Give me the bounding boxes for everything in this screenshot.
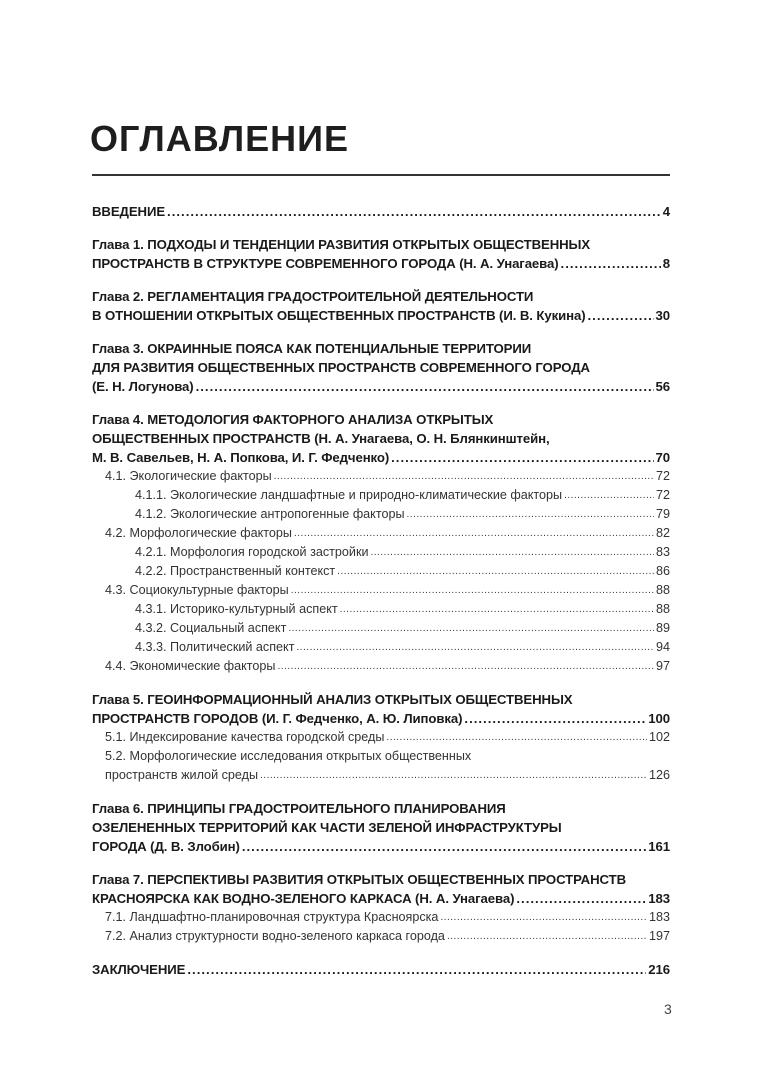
toc-entry-line	[92, 799, 670, 818]
table-of-contents	[92, 202, 670, 979]
toc-entry-title: ЗАКЛЮЧЕНИЕ	[92, 962, 186, 977]
toc-chapter-entry[interactable]	[92, 339, 670, 396]
toc-entry-line	[92, 429, 670, 448]
toc-section-entry[interactable]	[92, 747, 670, 785]
toc-page-number: 86	[655, 564, 670, 578]
toc-section-entry[interactable]	[92, 581, 670, 600]
toc-page-number: 4	[662, 204, 670, 219]
toc-entry-line	[92, 581, 670, 600]
toc-entry-line	[92, 562, 670, 581]
toc-chapter-entry[interactable]	[92, 799, 670, 856]
toc-entry-title: 4.1.2. Экологические антропогенные факторы	[135, 507, 405, 521]
dot-leader	[371, 543, 654, 562]
toc-entry-title: 4.2.2. Пространственный контекст	[135, 564, 336, 578]
toc-entry-title: ВВЕДЕНИЕ	[92, 204, 166, 219]
toc-entry-line	[92, 306, 670, 325]
dot-leader	[242, 837, 646, 856]
toc-entry-line	[92, 202, 670, 221]
toc-chapter-entry[interactable]	[92, 870, 670, 908]
toc-entry-line	[92, 766, 670, 785]
toc-entry-title: 4.3.1. Историко-культурный аспект	[135, 602, 338, 616]
toc-section-entry[interactable]	[92, 486, 670, 505]
toc-entry-line	[92, 619, 670, 638]
toc-entry-line	[92, 377, 670, 396]
toc-section-entry[interactable]	[92, 524, 670, 543]
toc-page-number: 183	[648, 891, 670, 906]
toc-entry-line	[92, 690, 670, 709]
toc-entry-title: ГОРОДА (Д. В. Злобин)	[92, 839, 240, 854]
toc-entry-line	[92, 747, 670, 766]
toc-entry-line	[92, 728, 670, 747]
dot-leader	[296, 638, 654, 657]
toc-section-entry[interactable]	[92, 543, 670, 562]
toc-entry-title: 4.4. Экономические факторы	[105, 659, 276, 673]
toc-section-entry[interactable]	[92, 619, 670, 638]
dot-leader	[588, 306, 654, 325]
toc-entry-title: ОЗЕЛЕНЕННЫХ ТЕРРИТОРИЙ КАК ЧАСТИ ЗЕЛЕНОЙ ИНФРАСТРУКТУРЫ	[92, 820, 562, 835]
toc-entry-title: 4.2. Морфологические факторы	[105, 526, 292, 540]
toc-entry-line	[92, 927, 670, 946]
toc-chapter-entry[interactable]	[92, 235, 670, 273]
dot-leader	[277, 657, 654, 676]
dot-leader	[407, 505, 654, 524]
page-number: 3	[664, 1001, 672, 1017]
toc-entry-title: ПРОСТРАНСТВ В СТРУКТУРЕ СОВРЕМЕННОГО ГОРОДА (Н. А. Унагаева)	[92, 256, 559, 271]
toc-section-entry[interactable]	[92, 562, 670, 581]
toc-entry-title: 4.3.3. Политический аспект	[135, 640, 295, 654]
toc-section-entry[interactable]	[92, 600, 670, 619]
dot-leader	[340, 600, 654, 619]
toc-entry-title: 5.1. Индексирование качества городской среды	[105, 730, 385, 744]
toc-chapter-entry[interactable]	[92, 202, 670, 221]
toc-entry-line	[92, 818, 670, 837]
toc-entry-line	[92, 657, 670, 676]
dot-leader	[291, 581, 654, 600]
toc-entry-line	[92, 486, 670, 505]
dot-leader	[464, 709, 646, 728]
toc-entry-line	[92, 524, 670, 543]
toc-page-number: 72	[655, 488, 670, 502]
toc-page-number: 88	[655, 602, 670, 616]
toc-page-number: 70	[655, 450, 670, 465]
dot-leader	[274, 467, 654, 486]
toc-page-number: 216	[648, 962, 670, 977]
toc-section-entry[interactable]	[92, 728, 670, 747]
dot-leader	[561, 254, 661, 273]
toc-page-number: 30	[655, 308, 670, 323]
toc-entry-title: ОБЩЕСТВЕННЫХ ПРОСТРАНСТВ (Н. А. Унагаева, О. Н. Блянкинштейн,	[92, 431, 550, 446]
toc-page-number: 94	[655, 640, 670, 654]
dot-leader	[196, 377, 654, 396]
toc-entry-line	[92, 600, 670, 619]
toc-entry-title: 4.1.1. Экологические ландшафтные и природно-климатические факторы	[135, 488, 563, 502]
toc-entry-title: М. В. Савельев, Н. А. Попкова, И. Г. Федченко)	[92, 450, 390, 465]
toc-entry-line	[92, 889, 670, 908]
dot-leader	[447, 927, 647, 946]
toc-entry-line	[92, 543, 670, 562]
dot-leader	[386, 728, 647, 747]
dot-leader	[288, 619, 654, 638]
toc-entry-line	[92, 467, 670, 486]
toc-entry-line	[92, 837, 670, 856]
toc-entry-title: пространств жилой среды	[105, 768, 259, 782]
toc-section-entry[interactable]	[92, 657, 670, 676]
toc-entry-title: ДЛЯ РАЗВИТИЯ ОБЩЕСТВЕННЫХ ПРОСТРАНСТВ СОВРЕМЕННОГО ГОРОДА	[92, 360, 590, 375]
toc-entry-line	[92, 960, 670, 979]
dot-leader	[516, 889, 646, 908]
toc-section-entry[interactable]	[92, 908, 670, 927]
toc-entry-title: 4.2.1. Морфология городской застройки	[135, 545, 369, 559]
toc-chapter-entry[interactable]	[92, 960, 670, 979]
toc-entry-title: 7.2. Анализ структурности водно-зеленого каркаса города	[105, 929, 445, 943]
toc-entry-line	[92, 908, 670, 927]
toc-section-entry[interactable]	[92, 467, 670, 486]
toc-page-number: 79	[655, 507, 670, 521]
toc-entry-title: Глава 4. МЕТОДОЛОГИЯ ФАКТОРНОГО АНАЛИЗА ОТКРЫТЫХ	[92, 412, 494, 427]
toc-entry-title: Глава 2. РЕГЛАМЕНТАЦИЯ ГРАДОСТРОИТЕЛЬНОЙ ДЕЯТЕЛЬНОСТИ	[92, 289, 534, 304]
toc-page-number: 126	[648, 768, 670, 782]
toc-entry-line	[92, 410, 670, 429]
toc-entry-line	[92, 358, 670, 377]
toc-entry-title: Глава 1. ПОДХОДЫ И ТЕНДЕНЦИИ РАЗВИТИЯ ОТКРЫТЫХ ОБЩЕСТВЕННЫХ	[92, 237, 591, 252]
toc-page-number: 183	[648, 910, 670, 924]
toc-page-number: 83	[655, 545, 670, 559]
toc-entry-title: Глава 6. ПРИНЦИПЫ ГРАДОСТРОИТЕЛЬНОГО ПЛАНИРОВАНИЯ	[92, 801, 506, 816]
dot-leader	[260, 766, 647, 785]
page-title: ОГЛАВЛЕНИЕ	[90, 118, 350, 159]
toc-entry-title: Глава 7. ПЕРСПЕКТИВЫ РАЗВИТИЯ ОТКРЫТЫХ ОБЩЕСТВЕННЫХ ПРОСТРАНСТВ	[92, 872, 626, 887]
toc-section-entry[interactable]	[92, 927, 670, 946]
dot-leader	[391, 448, 653, 467]
toc-page-number: 82	[655, 526, 670, 540]
toc-page-number: 161	[648, 839, 670, 854]
toc-entry-title: КРАСНОЯРСКА КАК ВОДНО-ЗЕЛЕНОГО КАРКАСА (Н. А. Унагаева)	[92, 891, 515, 906]
toc-page-number: 72	[655, 469, 670, 483]
toc-page-number: 88	[655, 583, 670, 597]
toc-section-entry[interactable]	[92, 505, 670, 524]
dot-leader	[294, 524, 654, 543]
toc-entry-line	[92, 709, 670, 728]
toc-entry-title: В ОТНОШЕНИИ ОТКРЫТЫХ ОБЩЕСТВЕННЫХ ПРОСТРАНСТВ (И. В. Кукина)	[92, 308, 586, 323]
toc-page-number: 100	[648, 711, 670, 726]
toc-entry-line	[92, 505, 670, 524]
toc-chapter-entry[interactable]	[92, 410, 670, 467]
toc-page-number: 8	[662, 256, 670, 271]
toc-page-number: 197	[648, 929, 670, 943]
toc-entry-title: 4.3. Социокультурные факторы	[105, 583, 289, 597]
dot-leader	[337, 562, 654, 581]
toc-entry-title: Глава 5. ГЕОИНФОРМАЦИОННЫЙ АНАЛИЗ ОТКРЫТЫХ ОБЩЕСТВЕННЫХ	[92, 692, 573, 707]
toc-page-number: 102	[648, 730, 670, 744]
dot-leader	[187, 960, 646, 979]
toc-entry-title: 5.2. Морфологические исследования открытых общественных	[105, 749, 472, 763]
toc-chapter-entry[interactable]	[92, 287, 670, 325]
dot-leader	[440, 908, 647, 927]
toc-entry-line	[92, 638, 670, 657]
toc-entry-title: 7.1. Ландшафтно-планировочная структура Красноярска	[105, 910, 439, 924]
toc-entry-line	[92, 448, 670, 467]
toc-entry-title: 4.3.2. Социальный аспект	[135, 621, 287, 635]
toc-entry-line	[92, 235, 670, 254]
toc-entry-title: Глава 3. ОКРАИННЫЕ ПОЯСА КАК ПОТЕНЦИАЛЬНЫЕ ТЕРРИТОРИИ	[92, 341, 532, 356]
toc-entry-title: 4.1. Экологические факторы	[105, 469, 272, 483]
title-divider	[92, 174, 670, 176]
toc-entry-title: (Е. Н. Логунова)	[92, 379, 194, 394]
toc-page-number: 89	[655, 621, 670, 635]
toc-entry-line	[92, 254, 670, 273]
toc-page-number: 56	[655, 379, 670, 394]
dot-leader	[564, 486, 654, 505]
toc-section-entry[interactable]	[92, 638, 670, 657]
toc-entry-line	[92, 870, 670, 889]
toc-entry-title: ПРОСТРАНСТВ ГОРОДОВ (И. Г. Федченко, А. Ю. Липовка)	[92, 711, 463, 726]
toc-chapter-entry[interactable]	[92, 690, 670, 728]
toc-entry-line	[92, 339, 670, 358]
dot-leader	[167, 202, 661, 221]
toc-page-number: 97	[655, 659, 670, 673]
toc-entry-line	[92, 287, 670, 306]
